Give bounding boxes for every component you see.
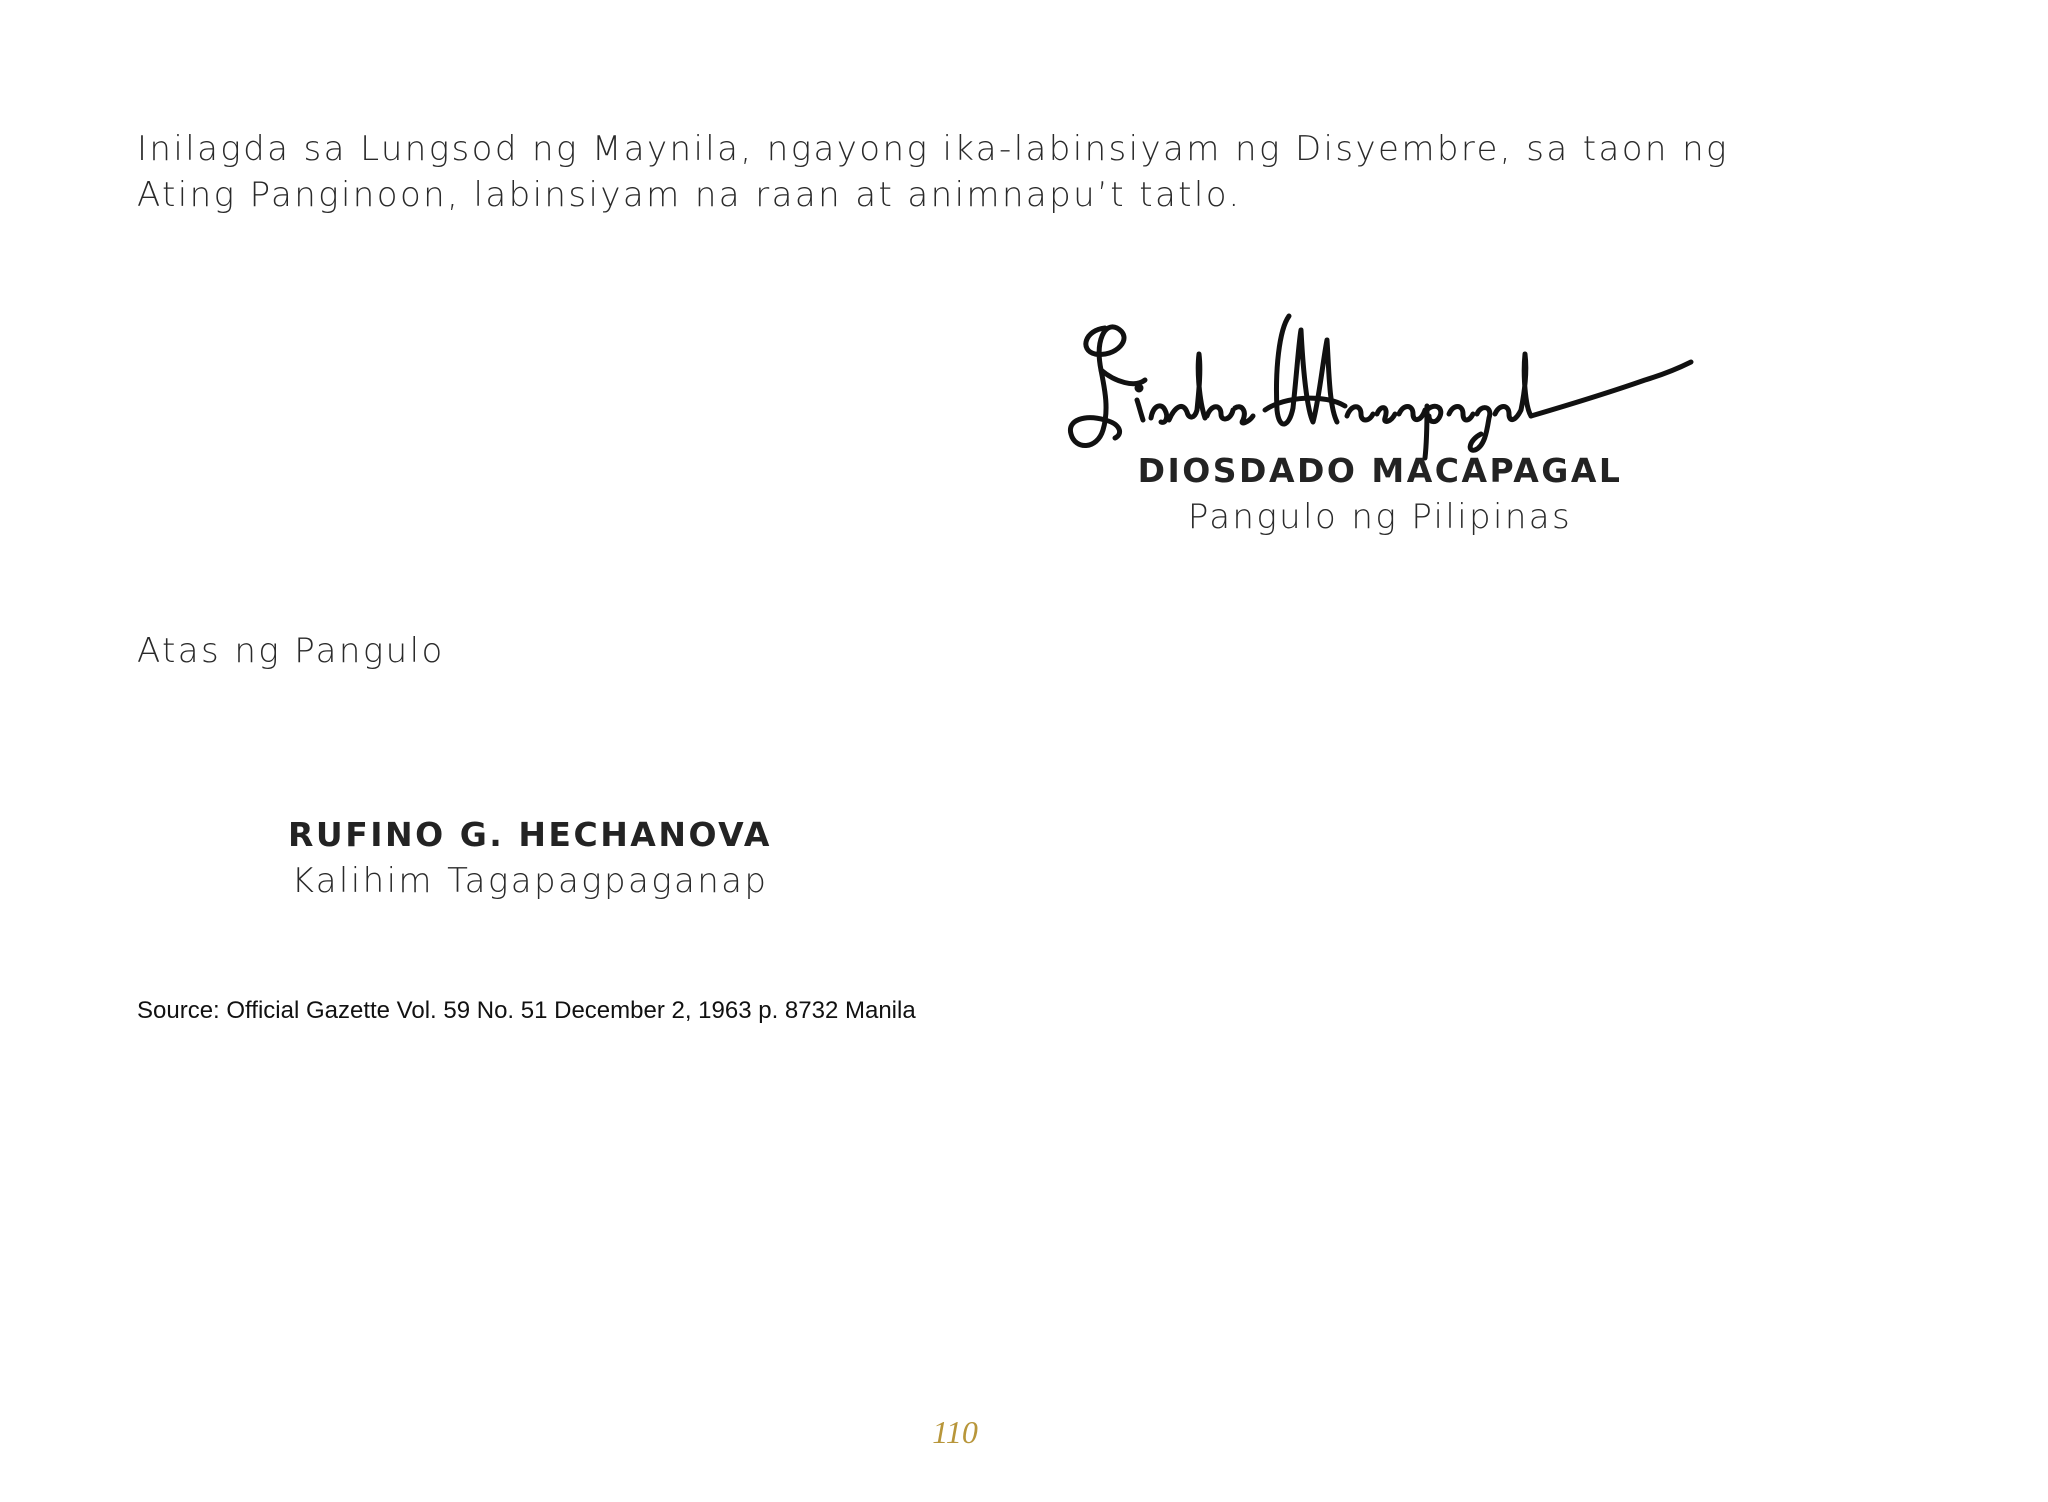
secretary-title: Kalihim Tagapagpaganap bbox=[291, 861, 769, 901]
president-title: Pangulo ng Pilipinas bbox=[1187, 497, 1573, 537]
signature-image bbox=[1065, 310, 1705, 470]
president-name: DIOSDADO MACAPAGAL bbox=[1137, 451, 1623, 490]
secretary-name: RUFINO G. HECHANOVA bbox=[288, 815, 772, 854]
secretary-signature-block bbox=[230, 812, 830, 904]
signing-statement bbox=[137, 126, 1737, 218]
source-citation: Source: Official Gazette Vol. 59 No. 51 December 2, 1963 p. 8732 Manila bbox=[137, 997, 916, 1024]
page-number: 110 bbox=[932, 1414, 978, 1450]
signing-statement-line-2: Ating Panginoon, labinsiyam na raan at animnapu’t tatlo. bbox=[137, 175, 1242, 215]
order-label: Atas ng Pangulo bbox=[137, 631, 445, 671]
president-signature-block bbox=[1070, 448, 1690, 540]
signing-statement-line-1: Inilagda sa Lungsod ng Maynila, ngayong ika-labinsiyam ng Disyembre, sa taon ng bbox=[137, 129, 1729, 169]
